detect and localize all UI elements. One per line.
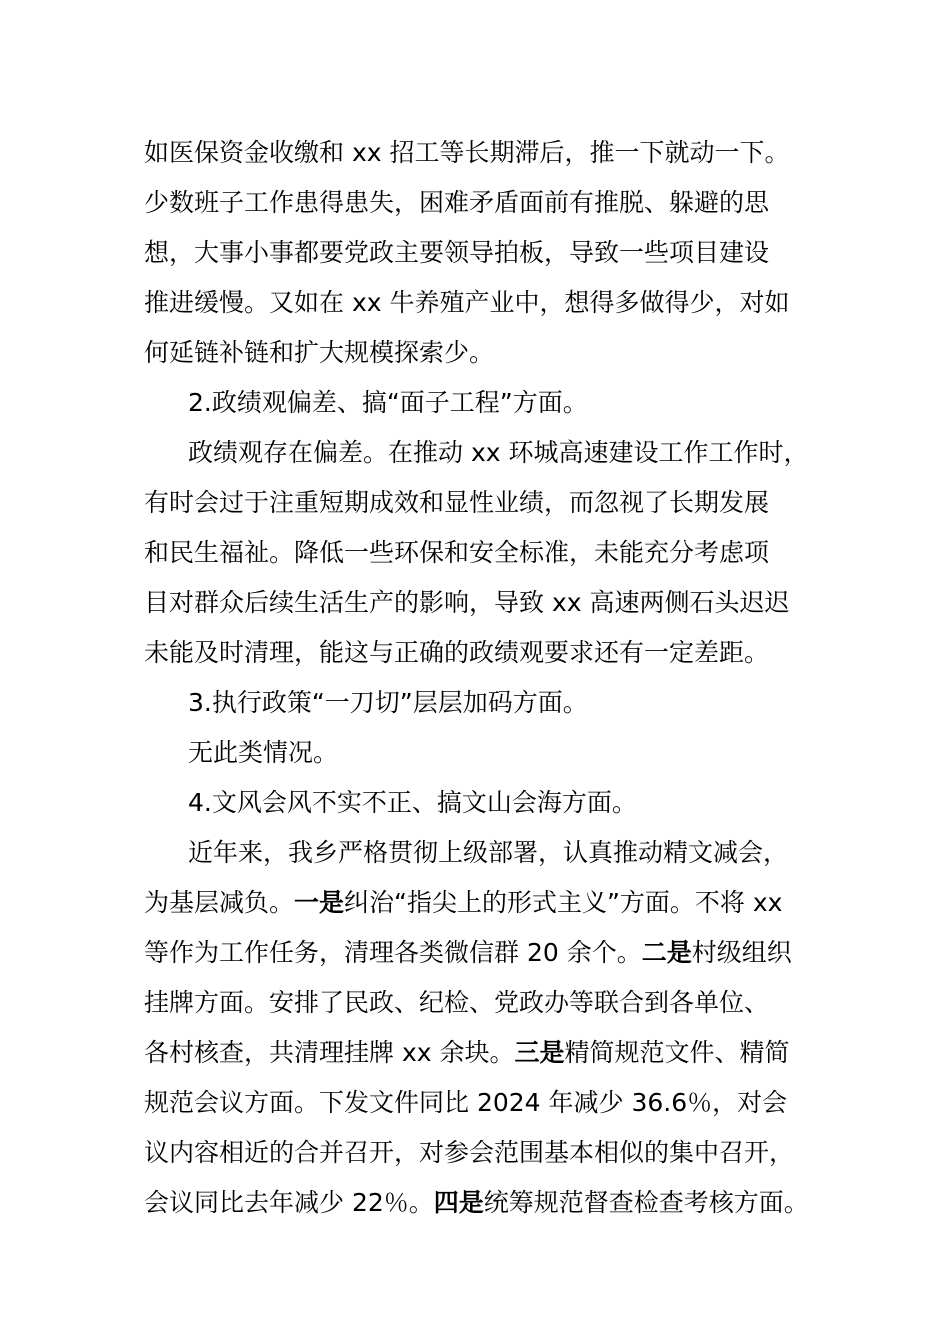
- text-segment: 为基层减负。: [144, 888, 295, 917]
- text-line: [144, 878, 814, 928]
- text-line: [144, 1178, 814, 1228]
- text-line: [144, 628, 814, 678]
- text-segment: 无此类情况。: [188, 738, 339, 767]
- text-line: [144, 378, 814, 428]
- text-line: [144, 778, 814, 828]
- text-segment: 少数班子工作患得患失，困难矛盾面前有推脱、躲避的思: [144, 188, 770, 217]
- text-line: [144, 1128, 814, 1178]
- text-segment: 想，大事小事都要党政主要领导拍板，导致一些项目建设: [144, 238, 770, 267]
- text-segment: 未能及时清理，能这与正确的政绩观要求还有一定差距。: [144, 638, 770, 667]
- text-line: [144, 978, 814, 1028]
- text-line: [144, 178, 814, 228]
- text-segment: 挂牌方面。安排了民政、纪检、党政办等联合到各单位、: [144, 988, 770, 1017]
- text-segment: 纠治“指尖上的形式主义”方面。不将 xx: [344, 888, 783, 917]
- text-segment: 规范会议方面。下发文件同比 2024 年减少 36.6％，对会: [144, 1088, 788, 1117]
- text-segment: 近年来，我乡严格贯彻上级部署，认真推动精文减会，: [188, 838, 789, 867]
- text-line: [144, 328, 814, 378]
- text-segment: 和民生福祉。降低一些环保和安全标准，未能充分考虑项: [144, 538, 770, 567]
- text-segment: 精简规范文件、精简: [564, 1038, 790, 1067]
- bold-marker: 二是: [641, 938, 692, 967]
- text-segment: 统筹规范督查检查考核方面。: [483, 1188, 809, 1217]
- text-segment: 4.文风会风不实不正、搞文山会海方面。: [188, 788, 637, 817]
- text-line: [144, 228, 814, 278]
- text-line: [144, 578, 814, 628]
- text-segment: 3.执行政策“一刀切”层层加码方面。: [188, 688, 588, 717]
- text-segment: 等作为工作任务，清理各类微信群 20 余个。: [144, 938, 642, 967]
- text-line: [144, 428, 814, 478]
- bold-marker: 三是: [514, 1038, 565, 1067]
- text-segment: 有时会过于注重短期成效和显性业绩，而忽视了长期发展: [144, 488, 770, 517]
- document-body: [144, 128, 814, 1228]
- text-line: [144, 528, 814, 578]
- text-segment: 政绩观存在偏差。在推动 xx 环城高速建设工作工作时，: [188, 438, 809, 467]
- text-segment: 目对群众后续生活生产的影响，导致 xx 高速两侧石头迟迟: [144, 588, 790, 617]
- text-segment: 2.政绩观偏差、搞“面子工程”方面。: [188, 388, 588, 417]
- text-line: [144, 728, 814, 778]
- text-segment: 各村核查，共清理挂牌 xx 余块。: [144, 1038, 515, 1067]
- text-line: [144, 1078, 814, 1128]
- text-line: [144, 128, 814, 178]
- text-line: [144, 1028, 814, 1078]
- text-line: [144, 828, 814, 878]
- text-line: [144, 278, 814, 328]
- text-segment: 何延链补链和扩大规模探索少。: [144, 338, 495, 367]
- text-line: [144, 928, 814, 978]
- text-segment: 议内容相近的合并召开，对参会范围基本相似的集中召开，: [144, 1138, 795, 1167]
- text-segment: 推进缓慢。又如在 xx 牛养殖产业中，想得多做得少，对如: [144, 288, 790, 317]
- text-segment: 如医保资金收缴和 xx 招工等长期滞后，推一下就动一下。: [144, 138, 790, 167]
- text-segment: 会议同比去年减少 22％。: [144, 1188, 434, 1217]
- text-segment: 村级组织: [691, 938, 792, 967]
- text-line: [144, 478, 814, 528]
- bold-marker: 一是: [294, 888, 345, 917]
- bold-marker: 四是: [433, 1188, 484, 1217]
- text-line: [144, 678, 814, 728]
